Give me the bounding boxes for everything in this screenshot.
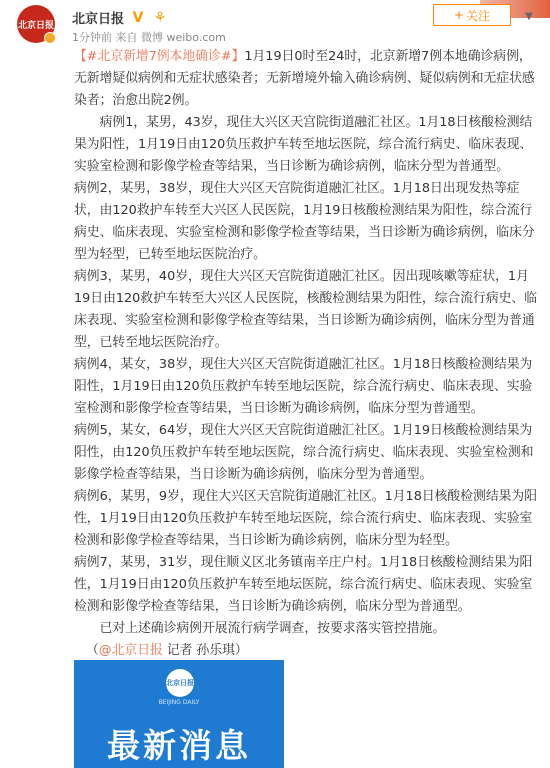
post-body <box>74 46 544 662</box>
image-subtitle: BEIJING DAILY <box>158 699 200 706</box>
reporter-credit: 记者 孙乐琪 <box>166 643 235 658</box>
mention-link[interactable]: @北京日报 <box>98 643 163 658</box>
more-options-icon[interactable]: ▼ <box>525 10 533 22</box>
case-paragraph-6: 病例6，某男，9岁，现住大兴区天宫院街道融汇社区。1月18日核酸检测结果为阳性，1月19日由120负压救护车转至地坛医院，综合流行病史、临床表现、实验室检测和影像学检查等结果，当日诊断为确诊病例，临床分型为轻型。 <box>74 489 538 548</box>
closing-paragraph: 已对上述确诊病例开展流行病学调查，按要求落实管控措施。 <box>99 621 446 636</box>
case-paragraph-2: 病例2，某男，38岁，现住大兴区天宫院街道融汇社区。1月18日出现发热等症状，由120救护车转至大兴区人民医院，1月19日核酸检测结果为阳性，综合流行病史、临床表现、实验室检测和影像学检查等结果，当日诊断为确诊病例，临床分型为轻型，已转至地坛医院治疗。 <box>74 181 535 262</box>
image-title: 最新消息 <box>107 726 251 765</box>
case-paragraph-5: 病例5，某女，64岁，现住大兴区天宫院街道融汇社区。1月19日核酸检测结果为阳性，由120负压救护车转至地坛医院，综合流行病史、临床表现、实验室检测和影像学检查等结果，当日诊断为确诊病例，临床分型为普通型。 <box>74 423 534 482</box>
verified-v-icon: V <box>132 9 144 26</box>
intro-text: 1月19日0时至24时，北京新增7例本地确诊病例，无新增疑似病例和无症状感染者；无新增境外输入确诊病例、疑似病例和无症状感染者；治愈出院2例。 <box>74 49 535 108</box>
case-paragraph-3: 病例3，某男，40岁，现住大兴区天宫院街道融汇社区。因出现咳嗽等症状，1月19日由120救护车转至大兴区人民医院，核酸检测结果为阳性，综合流行病史、临床表现、实验室检测和影像学检查等结果，当日诊断为确诊病例，临床分型为普通型，已转至地坛医院治疗。 <box>74 269 538 350</box>
post-image[interactable] <box>74 660 284 768</box>
avatar-logo-text: 北京日报 <box>17 20 54 31</box>
user-name-row <box>72 8 168 27</box>
follow-button[interactable] <box>433 4 511 26</box>
plus-icon: + <box>453 8 465 22</box>
case-paragraph-4: 病例4，某女，38岁，现住大兴区天宫院街道融汇社区。1月18日核酸检测结果为阳性，1月19日由120负压救护车转至地坛医院，综合流行病史、临床表现、实验室检测和影像学检查等结果，当日诊断为确诊病例，临床分型为普通型。 <box>74 357 533 416</box>
source-line: （@北京日报 记者 孙乐琪） <box>86 643 248 658</box>
topic-link[interactable]: 【#北京新增7例本地确诊#】 <box>74 49 245 64</box>
post-meta: 1分钟前 来自 微博 weibo.com <box>72 31 226 44</box>
post-intro <box>74 46 544 112</box>
user-name-link[interactable]: 北京日报 <box>72 12 125 27</box>
topic-hashtag[interactable]: #北京新增7例本地确诊# <box>86 49 232 64</box>
verified-icon <box>44 32 56 44</box>
case-paragraph-1: 病例1，某男，43岁，现住大兴区天宫院街道融汇社区。1月18日核酸检测结果为阳性，1月19日由120负压救护车转至地坛医院，综合流行病史、临床表现、实验室检测和影像学检查等结果，当日诊断为确诊病例，临床分型为普通型。 <box>74 115 533 174</box>
image-logo: 北京日报 <box>166 669 194 697</box>
vip-badge-icon: ⚘ <box>153 9 167 26</box>
case-paragraph-7: 病例7，某男，31岁，现住顺义区北务镇南辛庄户村。1月18日核酸检测结果为阳性，1月19日由120负压救护车转至地坛医院，综合流行病史、临床表现、实验室检测和影像学检查等结果，当日诊断为确诊病例，临床分型为普通型。 <box>74 555 533 614</box>
follow-label: 关注 <box>466 8 491 23</box>
